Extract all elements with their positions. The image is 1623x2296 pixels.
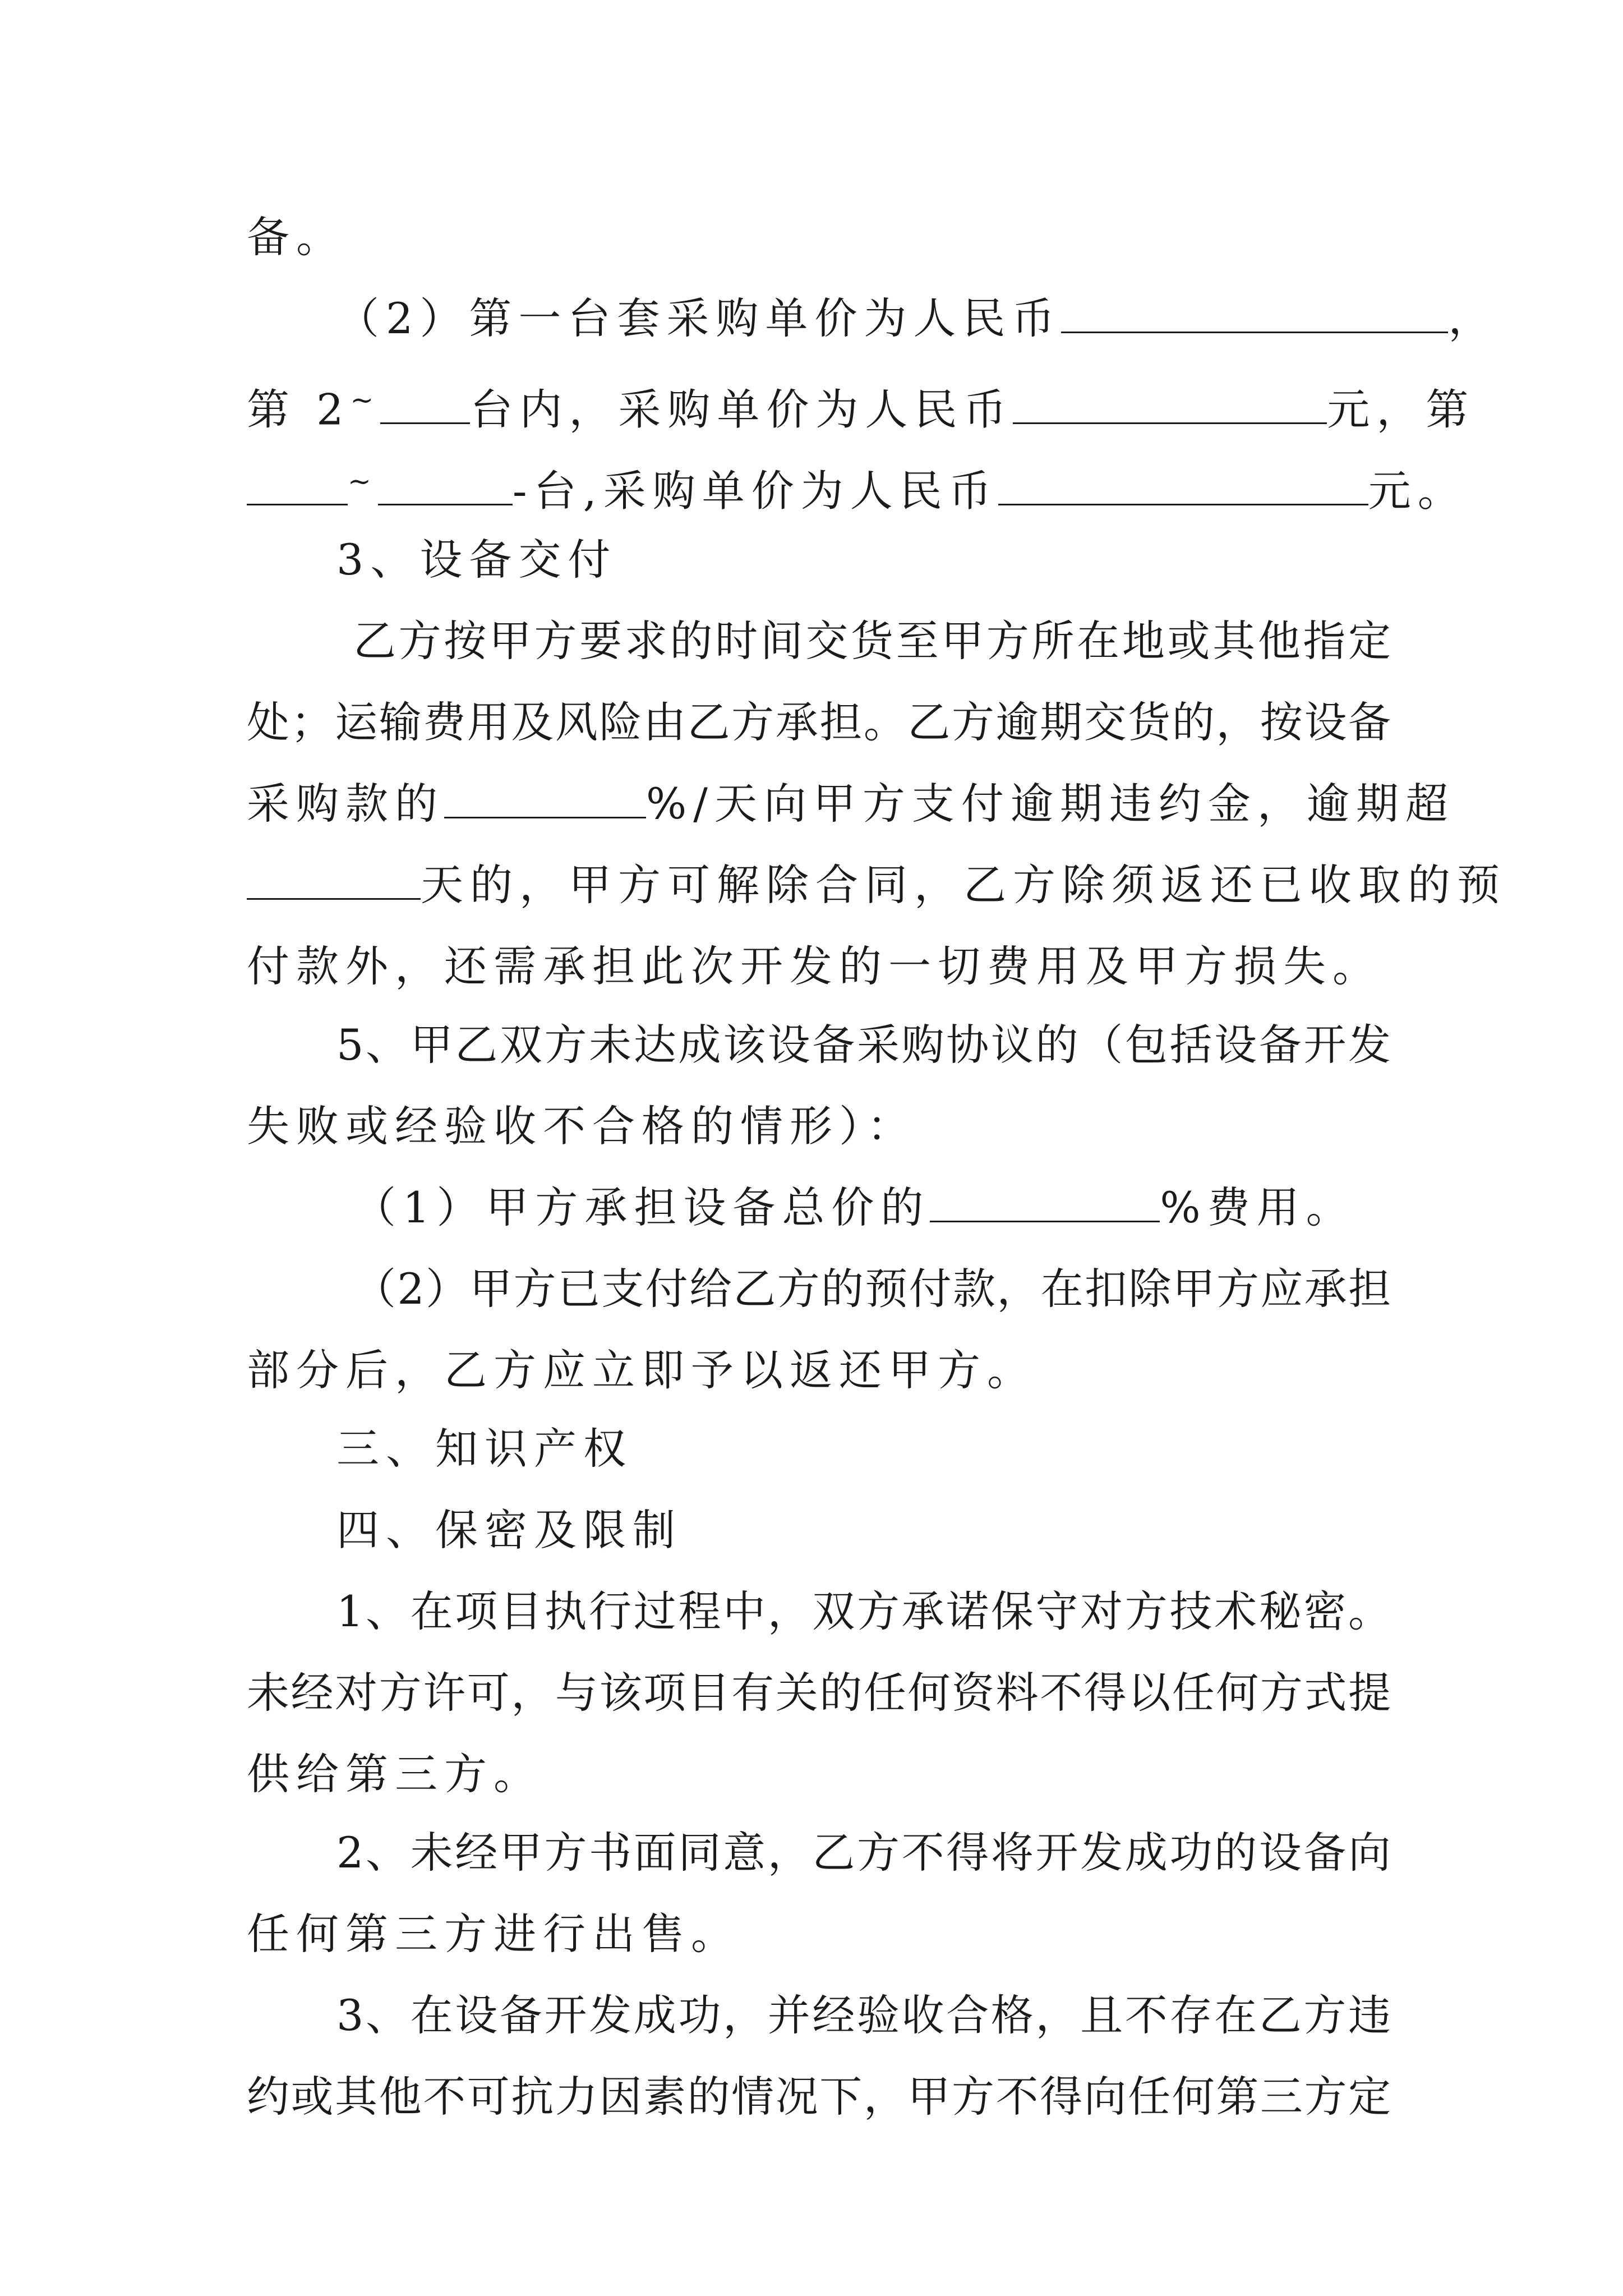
text-span: 备。 [247,212,345,262]
text-span: （2）甲方已支付给乙方的预付款，在扣除甲方应承担 [353,1264,1391,1314]
text-line [353,1181,1391,1235]
text-span: 1、在项目执行过程中，双方承诺保守对方技术秘密。 [336,1586,1391,1636]
text-line [336,1989,1391,2042]
text-span: 供给第三方。 [247,1749,543,1799]
text-line [247,1747,1391,1801]
blank-field [380,388,470,424]
text-line [336,292,1498,346]
tilde-mark: ~ [350,384,381,416]
blank-field [444,782,646,818]
text-line [247,1099,1391,1153]
text-line [247,1343,1391,1397]
text-span: %/天向甲方支付逾期违约金，逾期超 [646,779,1455,829]
text-span: 5、甲乙双方未达成该设备采购协议的（包括设备开发 [336,1020,1391,1070]
text-span: 天的，甲方可解除合同，乙方除须返还已收取的预 [421,860,1506,910]
text-line [353,1262,1391,1316]
blank-field [930,1186,1160,1222]
section-heading [336,1422,1391,1476]
text-line [247,696,1391,749]
text-span: ， [1448,293,1498,343]
text-line [336,1826,1391,1880]
text-line [353,614,1391,668]
text-span: （2）第一台套采购单价为人民币 [336,293,1062,343]
blank-field [1061,297,1448,333]
text-line [247,1907,1391,1961]
text-span: 3、设备交付 [336,535,617,585]
text-span: 3、在设备开发成功，并经验收合格，且不存在乙方违 [336,1990,1391,2040]
text-span: 三、知识产权 [336,1424,633,1474]
text-span: 任何第三方进行出售。 [247,1909,740,1959]
text-span: -台,采购单价为人民币 [512,466,998,516]
text-line [247,454,1467,516]
text-span: 约或其他不可抗力因素的情况下，甲方不得向任何第三方定 [247,2072,1391,2122]
blank-field [247,469,348,505]
text-line [247,858,1506,912]
text-line [247,210,1391,264]
blank-field [998,469,1368,505]
text-span: %费用。 [1160,1182,1355,1232]
text-line [247,1666,1391,1720]
blank-field [378,469,513,505]
text-line [247,777,1455,831]
text-span: 2、未经甲方书面同意，乙方不得将开发成功的设备向 [336,1828,1391,1878]
blank-field [1013,388,1327,424]
text-span: 部分后，乙方应立即予以返还甲方。 [247,1345,1036,1395]
text-span: （1）甲方承担设备总价的 [353,1182,930,1232]
text-span: 台内，采购单价为人民币 [470,384,1013,435]
text-span: 元，第 [1327,384,1476,435]
blank-field [247,863,421,900]
text-line [247,940,1391,993]
tilde-mark: ~ [348,465,378,498]
section-heading [336,1018,1391,1072]
text-line [336,1585,1391,1639]
text-span: 处；运输费用及风险由乙方承担。乙方逾期交货的，按设备 [247,697,1391,747]
section-heading [336,1503,1391,1557]
text-line [247,2070,1391,2124]
text-span: 元。 [1368,466,1467,516]
text-span: 采购款的 [247,779,444,829]
text-span: 付款外，还需承担此次开发的一切费用及甲方损失。 [247,941,1382,991]
text-span: 未经对方许可，与该项目有关的任何资料不得以任何方式提 [247,1668,1391,1718]
text-span: 四、保密及限制 [336,1505,682,1555]
text-span: 第 2 [247,384,351,435]
text-span: 乙方按甲方要求的时间交货至甲方所在地或其他指定 [353,616,1391,666]
text-span: 失败或经验收不合格的情形）： [247,1101,916,1151]
section-heading [336,533,1391,587]
text-line [247,373,1476,435]
